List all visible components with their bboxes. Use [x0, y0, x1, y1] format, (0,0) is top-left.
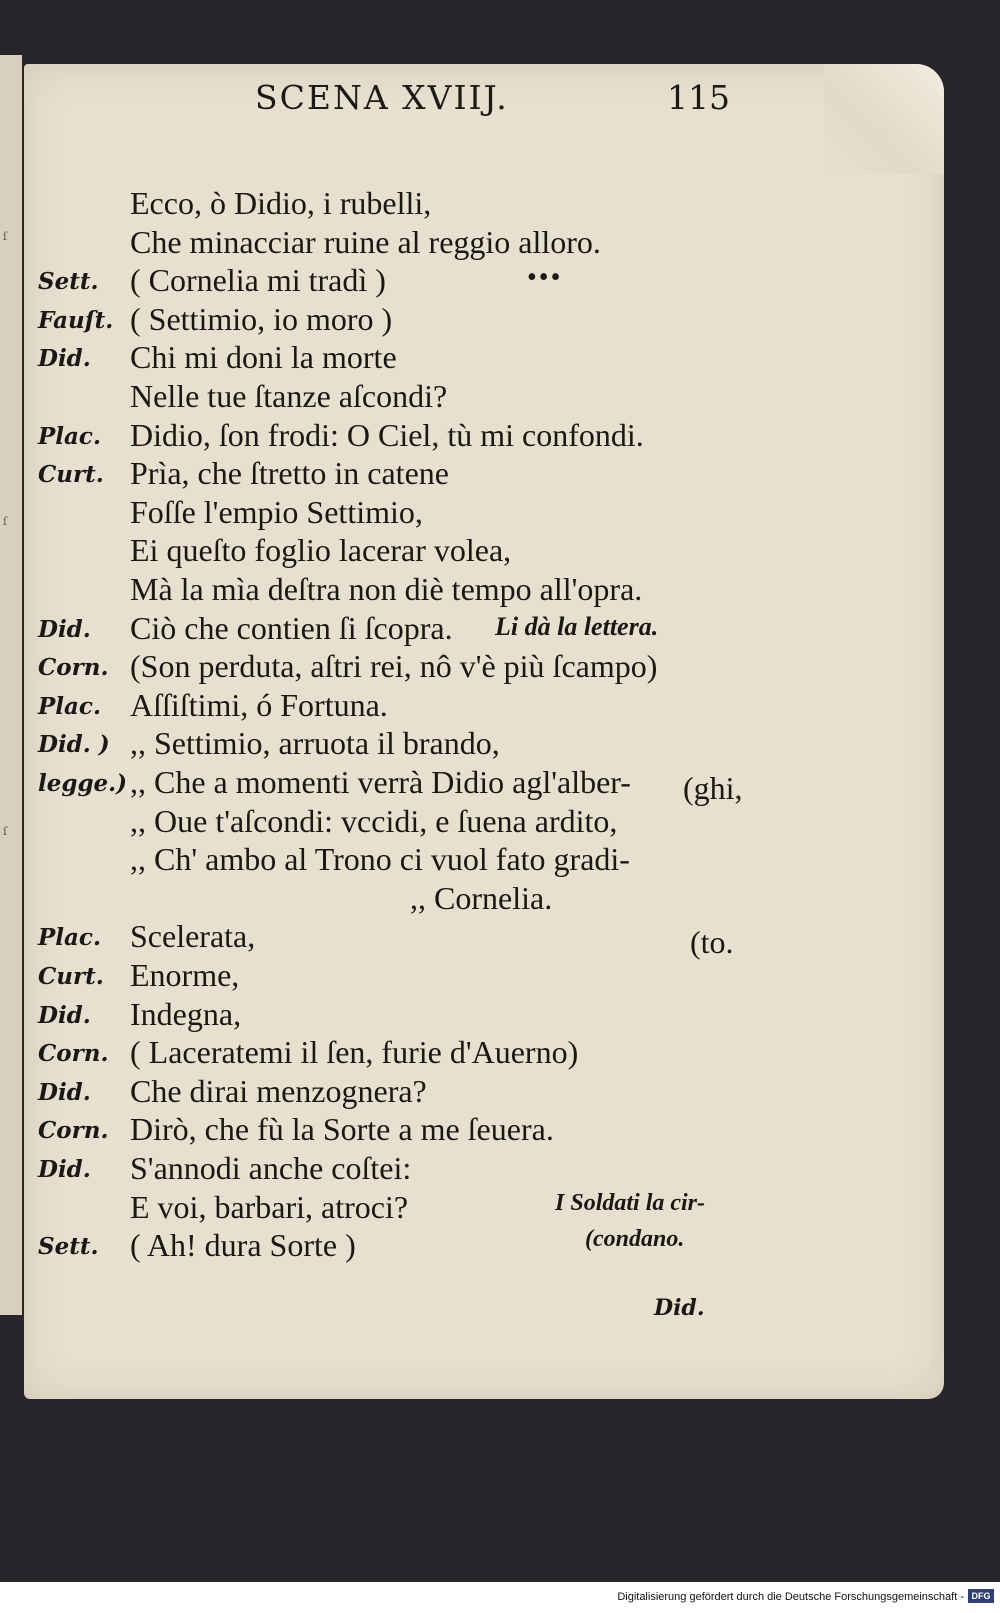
- speaker-label: Corn.: [38, 654, 109, 681]
- verse-line: ,, Oue t'aſcondi: vccidi, e ſuena ardito,: [130, 803, 618, 839]
- verse-line: Dirò, che fù la Sorte a me ſeuera.: [130, 1111, 554, 1147]
- verse-line: ,, Settimio, arruota il brando,: [130, 725, 500, 761]
- funding-notice: Digitalisierung gefördert durch die Deutsche Forschungsgemeinschaft -: [617, 1591, 964, 1603]
- stage-direction-lettera: Li dà la lettera.: [495, 612, 659, 641]
- speaker-label: Sett.: [38, 1233, 99, 1260]
- speaker-label: Curt.: [38, 461, 104, 488]
- speaker-label: Corn.: [38, 1117, 109, 1144]
- stage-direction-soldati-2: (condano.: [585, 1226, 685, 1252]
- verse-line: Che dirai menzognera?: [130, 1073, 427, 1109]
- speaker-label: Did. ): [38, 731, 110, 758]
- speaker-label: Did.: [38, 345, 91, 372]
- verse-line: Ei queſto foglio lacerar volea,: [130, 532, 512, 568]
- verse-line: Didio, ſon frodi: O Ciel, tù mi confondi.: [130, 417, 644, 453]
- speaker-label: legge.): [38, 770, 128, 797]
- verse-line: Prìa, che ſtretto in catene: [130, 455, 449, 491]
- verse-line: Aſſiſtimi, ó Fortuna.: [130, 687, 388, 723]
- verse-line: ,, Cornelia.: [410, 880, 553, 916]
- catchword: Did.: [654, 1295, 705, 1321]
- stage-direction-soldati-1: I Soldati la cir-: [555, 1190, 706, 1216]
- verse-line: ,, Che a momenti verrà Didio agl'alber-: [130, 764, 631, 800]
- verse-line: E voi, barbari, atroci?: [130, 1189, 409, 1225]
- verse-line: ( Settimio, io moro ): [130, 301, 393, 337]
- verse-line: S'annodi anche coſtei:: [130, 1150, 412, 1186]
- verse-line: Chi mi doni la morte: [130, 339, 397, 375]
- speaker-label: Did.: [38, 1002, 91, 1029]
- speaker-label: Plac.: [38, 423, 101, 450]
- footer-bar: [0, 1582, 1000, 1613]
- speaker-label: Did.: [38, 1156, 91, 1183]
- speaker-label: Curt.: [38, 963, 104, 990]
- edge-mark: ſ: [3, 825, 8, 838]
- speaker-label: Corn.: [38, 1040, 109, 1067]
- page-number: 115: [667, 78, 730, 117]
- verse-line: (Son perduta, aſtri rei, nô v'è più ſcampo): [130, 648, 658, 684]
- page-header-title: SCENA XVIIJ.: [255, 78, 509, 117]
- speaker-label: Plac.: [38, 693, 101, 720]
- verse-line: Indegna,: [130, 996, 242, 1032]
- verse-line: Scelerata,: [130, 918, 256, 954]
- verse-line: Foſſe l'empio Settimio,: [130, 494, 423, 530]
- speaker-label: Did.: [38, 1079, 91, 1106]
- edge-mark: ſ: [3, 515, 8, 528]
- verse-line: ( Ah! dura Sorte ): [130, 1227, 356, 1263]
- speaker-label: Did.: [38, 616, 91, 643]
- verse-line: Ecco, ò Didio, i rubelli,: [130, 185, 432, 221]
- verse-line: Nelle tue ſtanze aſcondi?: [130, 378, 448, 414]
- verse-line: ( Laceratemi il ſen, furie d'Auerno): [130, 1034, 579, 1070]
- stage-direction-ghi: (ghi,: [683, 770, 743, 806]
- facing-page-edge: [0, 55, 24, 1315]
- stage-direction-to: (to.: [690, 924, 734, 960]
- verse-line: Ciò che contien ſi ſcopra.: [130, 610, 453, 646]
- verse-line: ( Cornelia mi tradì ): [130, 262, 386, 298]
- speaker-label: Sett.: [38, 268, 99, 295]
- verse-line: Mà la mìa deſtra non diè tempo all'opra.: [130, 571, 643, 607]
- edge-mark: ſ: [3, 230, 8, 243]
- verse-line: ,, Ch' ambo al Trono ci vuol fato gradi-: [130, 841, 630, 877]
- verse-line: Che minacciar ruine al reggio alloro.: [130, 224, 601, 260]
- ellipsis-dots: •••: [527, 262, 563, 293]
- speaker-label: Plac.: [38, 924, 101, 951]
- verse-line: Enorme,: [130, 957, 240, 993]
- speaker-label: Fauſt.: [38, 307, 114, 334]
- dfg-logo-icon: DFG: [968, 1589, 994, 1603]
